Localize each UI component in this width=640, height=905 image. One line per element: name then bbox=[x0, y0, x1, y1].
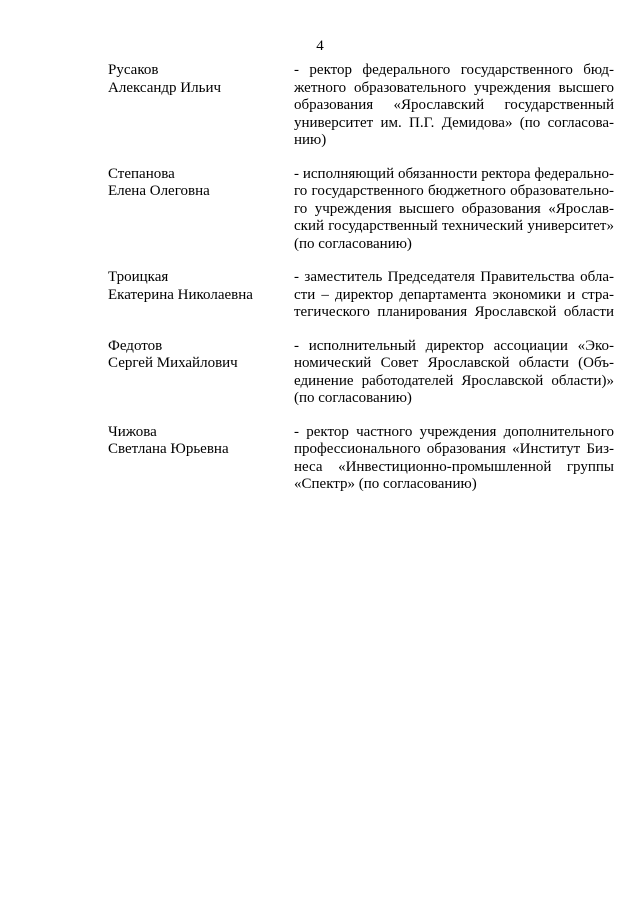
position-line: - ректор федерального государственного бюд- bbox=[294, 62, 614, 78]
member-surname: Чижова bbox=[108, 423, 157, 440]
member-given-name: Елена Олеговна bbox=[108, 183, 210, 199]
member-position bbox=[294, 166, 614, 254]
member-position bbox=[294, 62, 614, 150]
member-given-name: Светлана Юрьевна bbox=[108, 441, 229, 457]
member-list bbox=[108, 62, 614, 510]
position-line: жетного образовательного учреждения высшего bbox=[294, 79, 614, 96]
member-entry bbox=[108, 62, 614, 150]
page-number: 4 bbox=[316, 38, 324, 54]
member-given-name: Екатерина Николаевна bbox=[108, 286, 253, 303]
position-line: - ректор частного учреждения дополнительного bbox=[294, 423, 614, 440]
member-entry bbox=[108, 424, 614, 494]
member-entry bbox=[108, 269, 614, 322]
member-position bbox=[294, 424, 614, 494]
member-surname: Степанова bbox=[108, 165, 175, 182]
position-line: (по согласованию) bbox=[294, 390, 412, 406]
member-given-name: Сергей Михайлович bbox=[108, 355, 238, 371]
position-line: сти – директор департамента экономики и стра- bbox=[294, 286, 614, 303]
member-name bbox=[108, 62, 294, 150]
position-line: университет им. П.Г. Демидова» (по согласова- bbox=[294, 114, 614, 131]
member-name bbox=[108, 338, 294, 408]
member-name bbox=[108, 424, 294, 494]
member-surname: Федотов bbox=[108, 337, 163, 354]
member-position bbox=[294, 269, 614, 322]
member-surname: Троицкая bbox=[108, 269, 169, 285]
position-line: номический Совет Ярославской области (Объ- bbox=[294, 355, 614, 371]
position-line: - исполняющий обязанности ректора федерально- bbox=[294, 165, 614, 182]
member-name bbox=[108, 166, 294, 254]
member-entry bbox=[108, 166, 614, 254]
position-line: профессионального образования «Институт Биз- bbox=[294, 441, 614, 457]
position-line: го учреждения высшего образования «Ярослав- bbox=[294, 200, 614, 217]
position-line: образования «Ярославский государственный bbox=[294, 97, 614, 113]
member-position bbox=[294, 338, 614, 408]
position-line: «Спектр» (по согласованию) bbox=[294, 476, 477, 492]
position-line: го государственного бюджетного образовательно- bbox=[294, 183, 614, 199]
position-line: неса «Инвестиционно-промышленной группы bbox=[294, 458, 614, 475]
position-line: - исполнительный директор ассоциации «Эко- bbox=[294, 337, 614, 354]
position-line: - заместитель Председателя Правительства обла- bbox=[294, 269, 614, 285]
position-line: ский государственный технический университет» bbox=[294, 218, 614, 234]
position-line: единение работодателей Ярославской области)» bbox=[294, 372, 614, 389]
position-line: нию) bbox=[294, 132, 327, 148]
member-entry bbox=[108, 338, 614, 408]
position-line: (по согласованию) bbox=[294, 235, 412, 252]
member-given-name: Александр Ильич bbox=[108, 79, 222, 96]
position-line: тегического планирования Ярославской области bbox=[294, 304, 614, 320]
member-name bbox=[108, 269, 294, 322]
member-surname: Русаков bbox=[108, 62, 159, 78]
